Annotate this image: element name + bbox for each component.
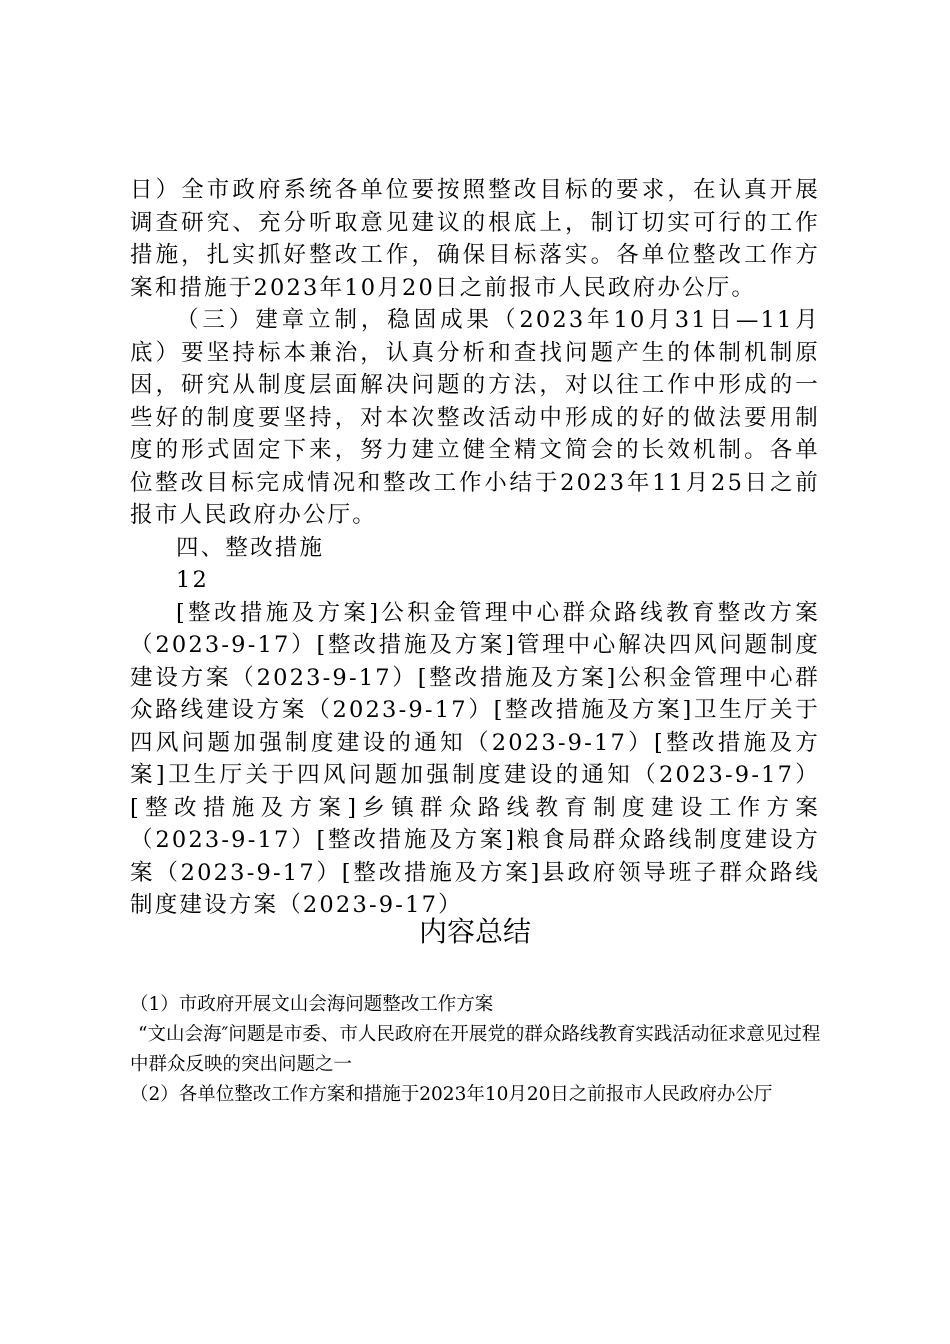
section-heading-measures: 四、整改措施 xyxy=(176,534,325,561)
paragraph-stage-three: （三）建章立制，稳固成果（2023年10月31日—11月底）要坚持标本兼治，认真分析和查找问题产生的体制机制原因，研究从制度层面解决问题的方法，对以往工作中形成的一些好的制度要坚持，对本次整改活动中形成的好的做法要用制度的形式固定下来，努力建立健全精文简会的长效机制。各单位整改目标完成情况和整改工作小结于2023年11月25日之前报市人民政府办公厅。 xyxy=(130,307,820,528)
related-documents-list: [整改措施及方案]公积金管理中心群众路线教育整改方案（2023-9-17）[整改措施及方案]管理中心解决四风问题制度建设方案（2023-9-17）[整改措施及方案]公积金管理中心群众路线建设方案（2023-9-17）[整改措施及方案]卫生厅关于四风问题加强制度建设的通知（2023-9-17）[整改措施及方案]卫生厅关于四风问题加强制度建设的通知（2023-9-17）[整改措施及方案]乡镇群众路线教育制度建设工作方案（2023-9-17）[整改措施及方案]粮食局群众路线制度建设方案（2023-9-17）[整改措施及方案]县政府领导班子群众路线制度建设方案（2023-9-17） xyxy=(130,599,820,918)
summary-title: 内容总结 xyxy=(418,915,531,948)
page-number-text: 12 xyxy=(176,567,210,593)
summary-item-3: （2）各单位整改工作方案和措施于2023年10月20日之前报市人民政府办公厅 xyxy=(130,1084,773,1105)
summary-item-2: “文山会海″问题是市委、市人民政府在开展党的群众路线教育实践活动征求意见过程中群众反映的突出问题之一 xyxy=(130,1024,821,1075)
paragraph-stage-two-end: 日）全市政府系统各单位要按照整改目标的要求，在认真开展调查研究、充分听取意见建议的根底上，制订切实可行的工作措施，扎实抓好整改工作，确保目标落实。各单位整改工作方案和措施于2023年10月20日之前报市人民政府办公厅。 xyxy=(130,177,820,301)
document-body xyxy=(130,174,820,922)
summary-item-1: （1）市政府开展文山会海问题整改工作方案 xyxy=(130,994,494,1015)
summary-section xyxy=(130,990,830,1110)
